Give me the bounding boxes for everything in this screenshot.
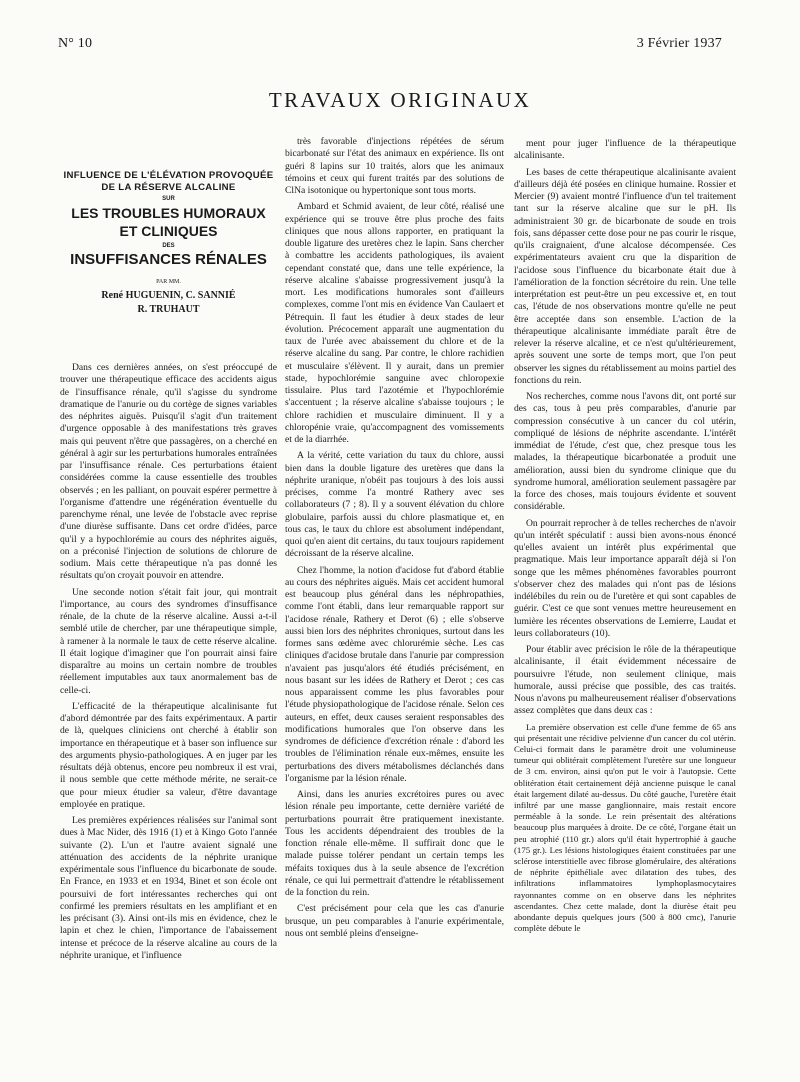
- paragraph: La première observation est celle d'une femme de 65 ans qui présentait une récidive pelvienne d'un cancer du col utérin. Celui-ci formait dans le paramètre droit une volumineuse tumeur qui oblitérait complètement l'uretère sur une longueur de 3 cm. environ, ainsi qu'on put le voir à l'autopsie. Cette oblitération était certainement déjà ancienne puisque le canal était largement dilaté au-dessus. Du côté gauche, l'uretère était infiltré par une masse ganglionnaire, mais restait encore perméable à la sonde. Le rein présentait des altérations beaucoup plus marquées à droite. De ce côté, l'organe était un peu atrophié (110 gr.) alors qu'il était hypertrophié à gauche (175 gr.). Les lésions histologiques étaient constituées par une sclérose interstitielle avec fibrose glomérulaire, des altérations de néphrite épithéliale avec dilatation des tubes, des infiltrations inflammatoires lymphoplasmocytaires rayonnantes comme on en observe dans les néphrites ascendantes. Chez cette malade, dont la diurèse était peu abondante depuis quelques jours (500 à 800 cmc), l'anurie complète débute le: [514, 721, 736, 934]
- paragraph: très favorable d'injections répétées de sérum bicarbonaté sur l'état des animaux en expérience. Ils ont guéri 8 lapins sur 10 traités, alors que les animaux témoins et ceux qui furent traités par des solutions de ClNa isotonique ou hypertonique sont tous morts.: [285, 136, 504, 196]
- paragraph: On pourrait reprocher à de telles recherches de n'avoir qu'un intérêt spéculatif : aussi bien avons-nous énoncé qu'elles avaient un intérêt plus expérimental que pragmatique. Mais leur importance apparaît déjà si l'on songe que les mêmes phénomènes favorables pourront s'observer chez des malades qui n'ont pas de lésions indélébiles du rein ou de l'uretère et qui sont capables de guérir. C'est ce que sont venues mettre heureusement en lumière les récentes observations de Lemierre, Laudat et leurs collaborateurs (10).: [514, 517, 736, 639]
- title-des: DES: [162, 243, 175, 249]
- text-column-3: [514, 138, 736, 938]
- title-line-1: INFLUENCE DE L'ÉLÉVATION PROVOQUÉE: [63, 170, 274, 181]
- author-line-1: René HUGUENIN, C. SANNIÉ: [101, 290, 236, 301]
- paragraph: Les bases de cette thérapeutique alcalinisante avaient d'ailleurs déjà été posées en clinique humaine. Rossier et Mercier (9) avaient montré l'influence d'un tel traitement tant sur la réserve alcaline que sur le pH. Ils administraient 30 gr. de bicarbonate de soude en trois fois, sans dépasser cette dose pour ne pas courir le risque, qu'ils craignaient, d'une alcalose décompensée. Ces expérimentateurs avaient cru que la disparition de l'acidose sous l'influence du bicarbonate était due à l'amélioration de la fonction sécrétoire du rein. Une telle interprétation est peut-être un peu excessive et, en tout cas, l'étude de nos observations montre qu'elle ne peut être acceptée dans son ensemble. L'action de la thérapeutique alcalinisante immédiate paraît être de relever la réserve alcaline, et ce n'est qu'ultérieurement, après souvent une sorte de temps mort, que l'on peut observer les signes du rétablissement au moins partiel des fonctions du rein.: [514, 166, 736, 386]
- paragraph: L'efficacité de la thérapeutique alcalinisante fut d'abord démontrée par des faits expérimentaux. A partir de là, quelques cliniciens ont cherché à établir son importance en thérapeutique et à baser son influence sur des arguments physio-pathologiques. A en juger par les résultats déjà obtenus, encore peu nombreux il est vrai, il nous semble que cette méthode mérite, ne serait-ce que pour mieux étudier sa valeur, d'être davantage employée en pratique.: [60, 700, 277, 810]
- title-par: PAR MM.: [156, 279, 181, 285]
- paragraph: Nos recherches, comme nous l'avons dit, ont porté sur des cas, tous à peu près comparables, d'anurie par compression consécutive à un cancer du col utérin, compliqué de lésions de néphrite ascendante. L'intérêt immédiat de l'étude, c'est que, chez presque tous les malades, la thérapeutique bicarbonatée a produit une amélioration, aussi bien du syndrome clinique que du syndrome humoral, amélioration seulement passagère par la force des choses, mais toujours évidente et souvent considérable.: [514, 391, 736, 513]
- article-title-block: [60, 170, 277, 317]
- issue-date: 3 Février 1937: [636, 36, 722, 51]
- paragraph: Ambard et Schmid avaient, de leur côté, réalisé une expérience qui se trouve être plus proche des faits cliniques que nous allons rapporter, en pratiquant la double ligature des uretères chez le lapin. Sans chercher à combattre les accidents pathologiques, ils avaient cependant constaté que, dans une telle expérience, la réserve alcaline s'abaisse progressivement jusqu'à la mort. Les modifications humorales sont d'ailleurs complexes, comme l'ont mis en évidence Van Caulaert et Pétrequin. Il faut les étudier à deux stades de leur évolution. Précocement apparaît une augmentation du taux de l'urée avec abaissement du chlore et de la réserve alcaline du sang. Par contre, le chlore rachidien et musculaire s'élèvent. Il y aurait, dans un premier stade, hypochlorémie sanguine avec chloropexie tissulaire. Plus tard l'azotémie et l'hypochlorémie s'accentuent ; la réserve alcaline s'abaisse toujours ; le chlore rachidien et musculaire diminuent. Il y a chloropénie vraie, qu'accompagnent des vomissements et de la diarrhée.: [285, 201, 504, 445]
- paragraph: Une seconde notion s'était fait jour, qui montrait l'importance, au cours des syndromes d'insuffisance rénale, de la chute de la réserve alcaline. Aussi a-t-il semblé utile de chercher, par une thérapeutique simple, à ramener à la normale le taux de cette réserve alcaline. Il était logique d'imaginer que l'on pourrait ainsi faire disparaître au moins un certain nombre de troubles réellement imputables aux taux anormalement bas de celle-ci.: [60, 586, 277, 696]
- paragraph: Ainsi, dans les anuries excrétoires pures ou avec lésion rénale peu importante, cette dernière variété de perturbations pourrait être pratiquement inexistante. Tous les accidents dépendraient des troubles de la fonction rénale elle-même. Il suffirait donc que le malade puisse tolérer pendant un certain temps les méfaits toxiques dus à la seule absence de l'excrétion rénale, ce qui lui permettrait d'attendre le rétablissement de la fonction du rein.: [285, 789, 504, 898]
- author-line-2: R. TRUHAUT: [137, 304, 200, 315]
- paragraph: Les premières expériences réalisées sur l'animal sont dues à Mac Nider, dès 1916 (1) et à Kingo Goto l'année suivante (2). L'un et l'autre avaient signalé une atténuation des accidents de la néphrite uranique expérimentale sous l'influence du bicarbonate de soude. En France, en 1933 et en 1934, Binet et son école ont poursuivi de fort intéressantes recherches qui ont confirmé les premiers résultats en les amplifiant et en les précisant (3). Ainsi ont-ils mis en évidence, chez le lapin et chez le chien, l'importance de l'abaissement intense et précoce de la réserve alcaline au cours de la néphrite uranique, et l'influence: [60, 815, 277, 961]
- paragraph: A la vérité, cette variation du taux du chlore, aussi bien dans la double ligature des uretères que dans la néphrite uranique, n'obéit pas toujours à des lois aussi précises, comme l'a montré Rathery avec ses collaborateurs (7 ; 8). Il y a souvent élévation du chlore globulaire, parfois aussi du chlore plasmatique et, en tous cas, le taux du chlore est absolument indépendant, quoi qu'en aient dit certains, du taux toujours rapidement décroissant de la réserve alcaline.: [285, 450, 504, 560]
- paragraph: Pour établir avec précision le rôle de la thérapeutique alcalinisante, il était évidemment nécessaire de poursuivre l'étude, non seulement clinique, mais humorale, aussi précise que possible, des cas traités. Nous n'avons pu malheureusement réaliser d'observations assez complètes que dans deux cas :: [514, 644, 736, 717]
- paragraph: C'est précisément pour cela que les cas d'anurie brusque, un peu comparables à l'anurie expérimentale, nous ont semblé pleins d'enseigne-: [285, 903, 504, 939]
- title-sur: SUR: [162, 196, 175, 202]
- issue-number: N° 10: [58, 36, 93, 51]
- section-title: TRAVAUX ORIGINAUX: [268, 88, 532, 112]
- paragraph: Dans ces dernières années, on s'est préoccupé de trouver une thérapeutique efficace des accidents aigus de l'insuffisance rénale, qu'il s'agisse du syndrome dramatique de l'anurie ou du cortège de signes variables des néphrites aiguës. Puisqu'il s'agit d'un traitement d'urgence opposable à des manifestations très graves mais qui peuvent n'être que passagères, on a cherché en général à agir sur les perturbations humorales entraînées par l'insuffisance rénale. Ces perturbations étaient considérées comme la cause essentielle des troubles observés ; en les palliant, on pouvait espérer permettre à l'organisme d'attendre une régénération éventuelle du parenchyme rénal, une levée de l'obstacle avec reprise d'une diurèse suffisante. Dans cet ordre d'idées, parce qu'il y a hypochlorémie au cours des néphrites aiguës, on a préconisé l'injection de solutions de chlorure de sodium. Mais cette thérapeutique n'a pas donné les résultats qu'on croyait pouvoir en attendre.: [60, 362, 277, 582]
- title-line-5: INSUFFISANCES RÉNALES: [70, 251, 267, 268]
- paragraph: ment pour juger l'influence de la thérapeutique alcalinisante.: [514, 138, 736, 162]
- title-line-3: LES TROUBLES HUMORAUX: [71, 205, 266, 221]
- text-column-2: [285, 136, 504, 944]
- title-line-2: DE LA RÉSERVE ALCALINE: [101, 182, 236, 193]
- text-column-1: [60, 362, 277, 966]
- paragraph: Chez l'homme, la notion d'acidose fut d'abord établie au cours des néphrites aiguës. Mais cet accident humoral est beaucoup plus général dans les néphropathies, comme l'ont établi, dans leur remarquable rapport sur l'acidose rénale, Rathery et Derot (6) ; elle s'observe aussi bien lors des néphrites chroniques, surtout dans les formes sans œdème avec chlorurémie sèche. Les cas cliniques d'acidose brutale dans l'anurie par compression n'avaient pas jusqu'alors été étudiés précisément, en nous basant sur les idées de Rathery et Derot ; ces cas nous apparaissent comme les plus favorables pour l'étude physiopathologique de l'acidose rénale. Selon ces auteurs, en effet, deux causes seraient responsables des modifications humorales que l'on observe dans les syndromes de déficience d'excrétion rénale : d'abord les troubles de l'élimination rénale eux-mêmes, ensuite les perturbations des divers métabolismes déclanchés dans l'organisme par la lésion rénale.: [285, 564, 504, 784]
- title-line-4: ET CLINIQUES: [119, 223, 218, 239]
